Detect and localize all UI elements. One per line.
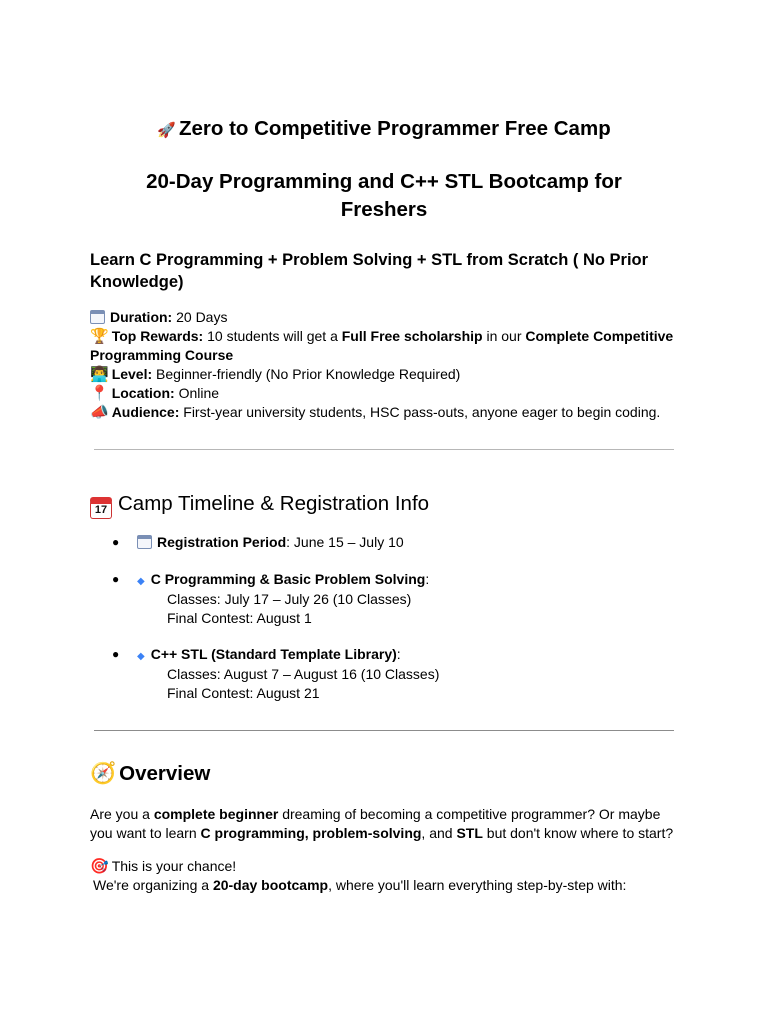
bullet-icon: ● — [112, 535, 120, 549]
diamond-icon: ◆ — [137, 651, 145, 662]
camp-details — [90, 308, 690, 422]
tagline: Learn C Programming + Problem Solving + STL from Scratch ( No Prior Knowledge) — [90, 251, 649, 291]
calendar-icon — [90, 310, 105, 324]
c-contest: Final Contest: August 1 — [167, 610, 312, 626]
level-line: 👨‍💻 Level: Beginner-friendly (No Prior Knowledge Required) — [90, 366, 461, 383]
location-pin-icon: 📍 — [90, 385, 109, 402]
overview-heading: 🧭 Overview — [90, 762, 211, 785]
overview-paragraph: Are you a complete beginner dreaming of becoming a competitive programmer? Or maybe you want to learn C programming, problem-solving, and STL but don't know where to start? — [90, 806, 674, 841]
technologist-icon: 👨‍💻 — [90, 366, 109, 383]
stl-classes: Classes: August 7 – August 16 (10 Classes) — [167, 666, 440, 682]
divider — [94, 449, 674, 450]
rewards-line: 🏆 Top Rewards: 10 students will get a Full Free scholarship in our Complete Competitive — [90, 328, 674, 345]
bullet-icon: ● — [112, 647, 120, 661]
stl-contest: Final Contest: August 21 — [167, 685, 320, 701]
c-classes: Classes: July 17 – July 26 (10 Classes) — [167, 591, 412, 607]
page-title: 🚀 Zero to Competitive Programmer Free Camp — [157, 117, 611, 140]
location-line: 📍 Location: Online — [90, 385, 220, 402]
chance-paragraph: 🎯 This is your chance! We're organizing a 20-day bootcamp, where you'll learn everything step-by-step with: — [90, 858, 627, 893]
list-item: Registration Period: June 15 – July 10 — [137, 533, 404, 552]
page-subtitle: 20-Day Programming and C++ STL Bootcamp for Freshers — [146, 170, 622, 221]
calendar-icon: 17 — [90, 497, 112, 519]
trophy-icon: 🏆 — [90, 328, 109, 345]
audience-line: 📣 Audience: First-year university students, HSC pass-outs, anyone eager to begin coding. — [90, 404, 661, 421]
rewards-line-2: Programming Course — [90, 347, 234, 363]
list-item: ◆ C Programming & Basic Problem Solving: — [137, 571, 430, 587]
rocket-icon: 🚀 — [157, 122, 176, 139]
duration-line: Duration: 20 Days — [90, 308, 690, 327]
calendar-icon — [137, 535, 152, 549]
divider — [94, 730, 674, 731]
megaphone-icon: 📣 — [90, 404, 109, 421]
timeline-heading: 17 Camp Timeline & Registration Info — [90, 490, 429, 519]
bullet-icon: ● — [112, 572, 120, 586]
target-icon: 🎯 — [90, 858, 109, 875]
diamond-icon: ◆ — [137, 576, 145, 587]
list-item: ◆ C++ STL (Standard Template Library): — [137, 646, 401, 662]
compass-icon: 🧭 — [90, 762, 117, 785]
